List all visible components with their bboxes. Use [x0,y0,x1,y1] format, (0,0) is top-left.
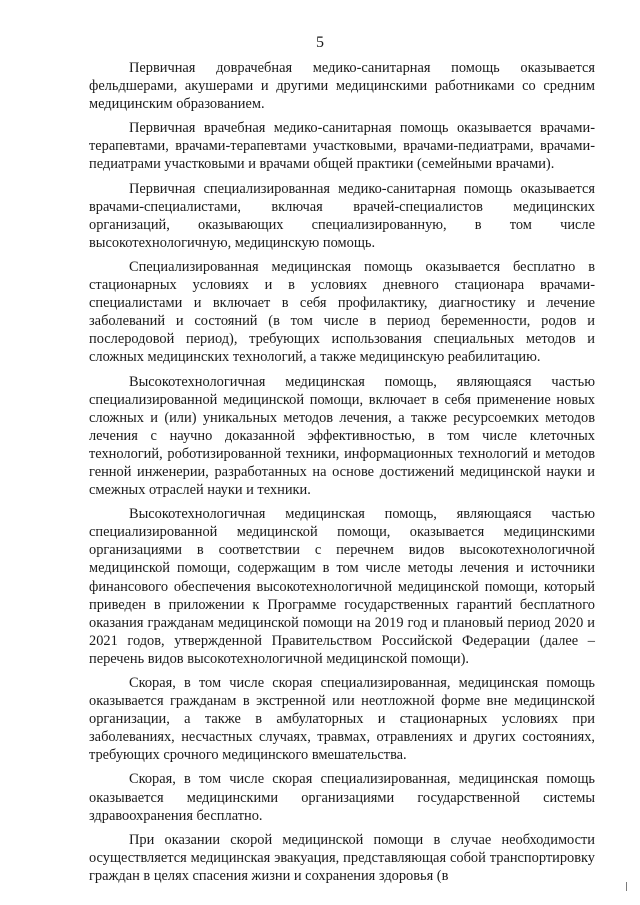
page-number: 5 [316,34,324,51]
paragraph-high-tech-care-definition: Высокотехнологичная медицинская помощь, являющаяся частью специализированной медицинской помощи, включает в себя применение новых сложных и (или) уникальных методов лечения, а также ресурсоемких методов лечения с научно доказанной эффективностью, в том числе клеточных технологий, роботизированной техники, информационных технологий и методов генной инженерии, разработанных на основе достижений медицинской науки и смежных отраслей науки и техники. [89,373,595,499]
paragraph-emergency-care-free: Скорая, в том числе скорая специализированная, медицинская помощь оказывается медицинскими организациями государственной системы здравоохранения бесплатно. [89,771,595,824]
paragraph-medical-evacuation: При оказании скорой медицинской помощи в случае необходимости осуществляется медицинская эвакуация, представляющая собой транспортировку граждан в целях спасения жизни и сохранения здоровья (в [89,831,595,884]
document-body [89,59,595,891]
paragraph-specialized-primary-care: Первичная специализированная медико-санитарная помощь оказывается врачами-специалистами, включая врачей-специалистов медицинских организаций, оказывающих специализированную, в том числе высокотехнологичную, медицинскую помощь. [89,180,595,251]
paragraph-physician-care: Первичная врачебная медико-санитарная помощь оказывается врачами-терапевтами, врачами-терапевтами участковыми, врачами-педиатрами, врачами-педиатрами участковыми и врачами общей практики (семейными врачами). [89,120,595,173]
paragraph-specialized-care: Специализированная медицинская помощь оказывается бесплатно в стационарных условиях и в условиях дневного стационара врачами-специалистами и включает в себя профилактику, диагностику и лечение заболеваний и состояний (в том числе в период беременности, родов и послеродовой период), требующих использования специальных методов и сложных медицинских технологий, а также медицинскую реабилитацию. [89,258,595,366]
paragraph-high-tech-care-provision: Высокотехнологичная медицинская помощь, являющаяся частью специализированной медицинской помощи, оказывается медицинскими организациями в соответствии с перечнем видов высокотехнологичной медицинской помощи, содержащим в том числе методы лечения и источники финансового обеспечения высокотехнологичной медицинской помощи, который приведен в приложении к Программе государственных гарантий бесплатного оказания гражданам медицинской помощи на 2019 год и плановый период 2020 и 2021 годов, утвержденной Правительством Российской Федерации (далее – перечень видов высокотехнологичной медицинской помощи). [89,506,595,667]
paragraph-feldsher-care: Первичная доврачебная медико-санитарная помощь оказывается фельдшерами, акушерами и другими медицинскими работниками со средним медицинским образованием. [89,60,595,113]
scan-mark [626,882,627,891]
paragraph-emergency-care: Скорая, в том числе скорая специализированная, медицинская помощь оказывается гражданам в экстренной или неотложной форме вне медицинской организации, а также в амбулаторных и стационарных условиях при заболеваниях, несчастных случаях, травмах, отравлениях и других состояниях, требующих срочного медицинского вмешательства. [89,675,595,764]
